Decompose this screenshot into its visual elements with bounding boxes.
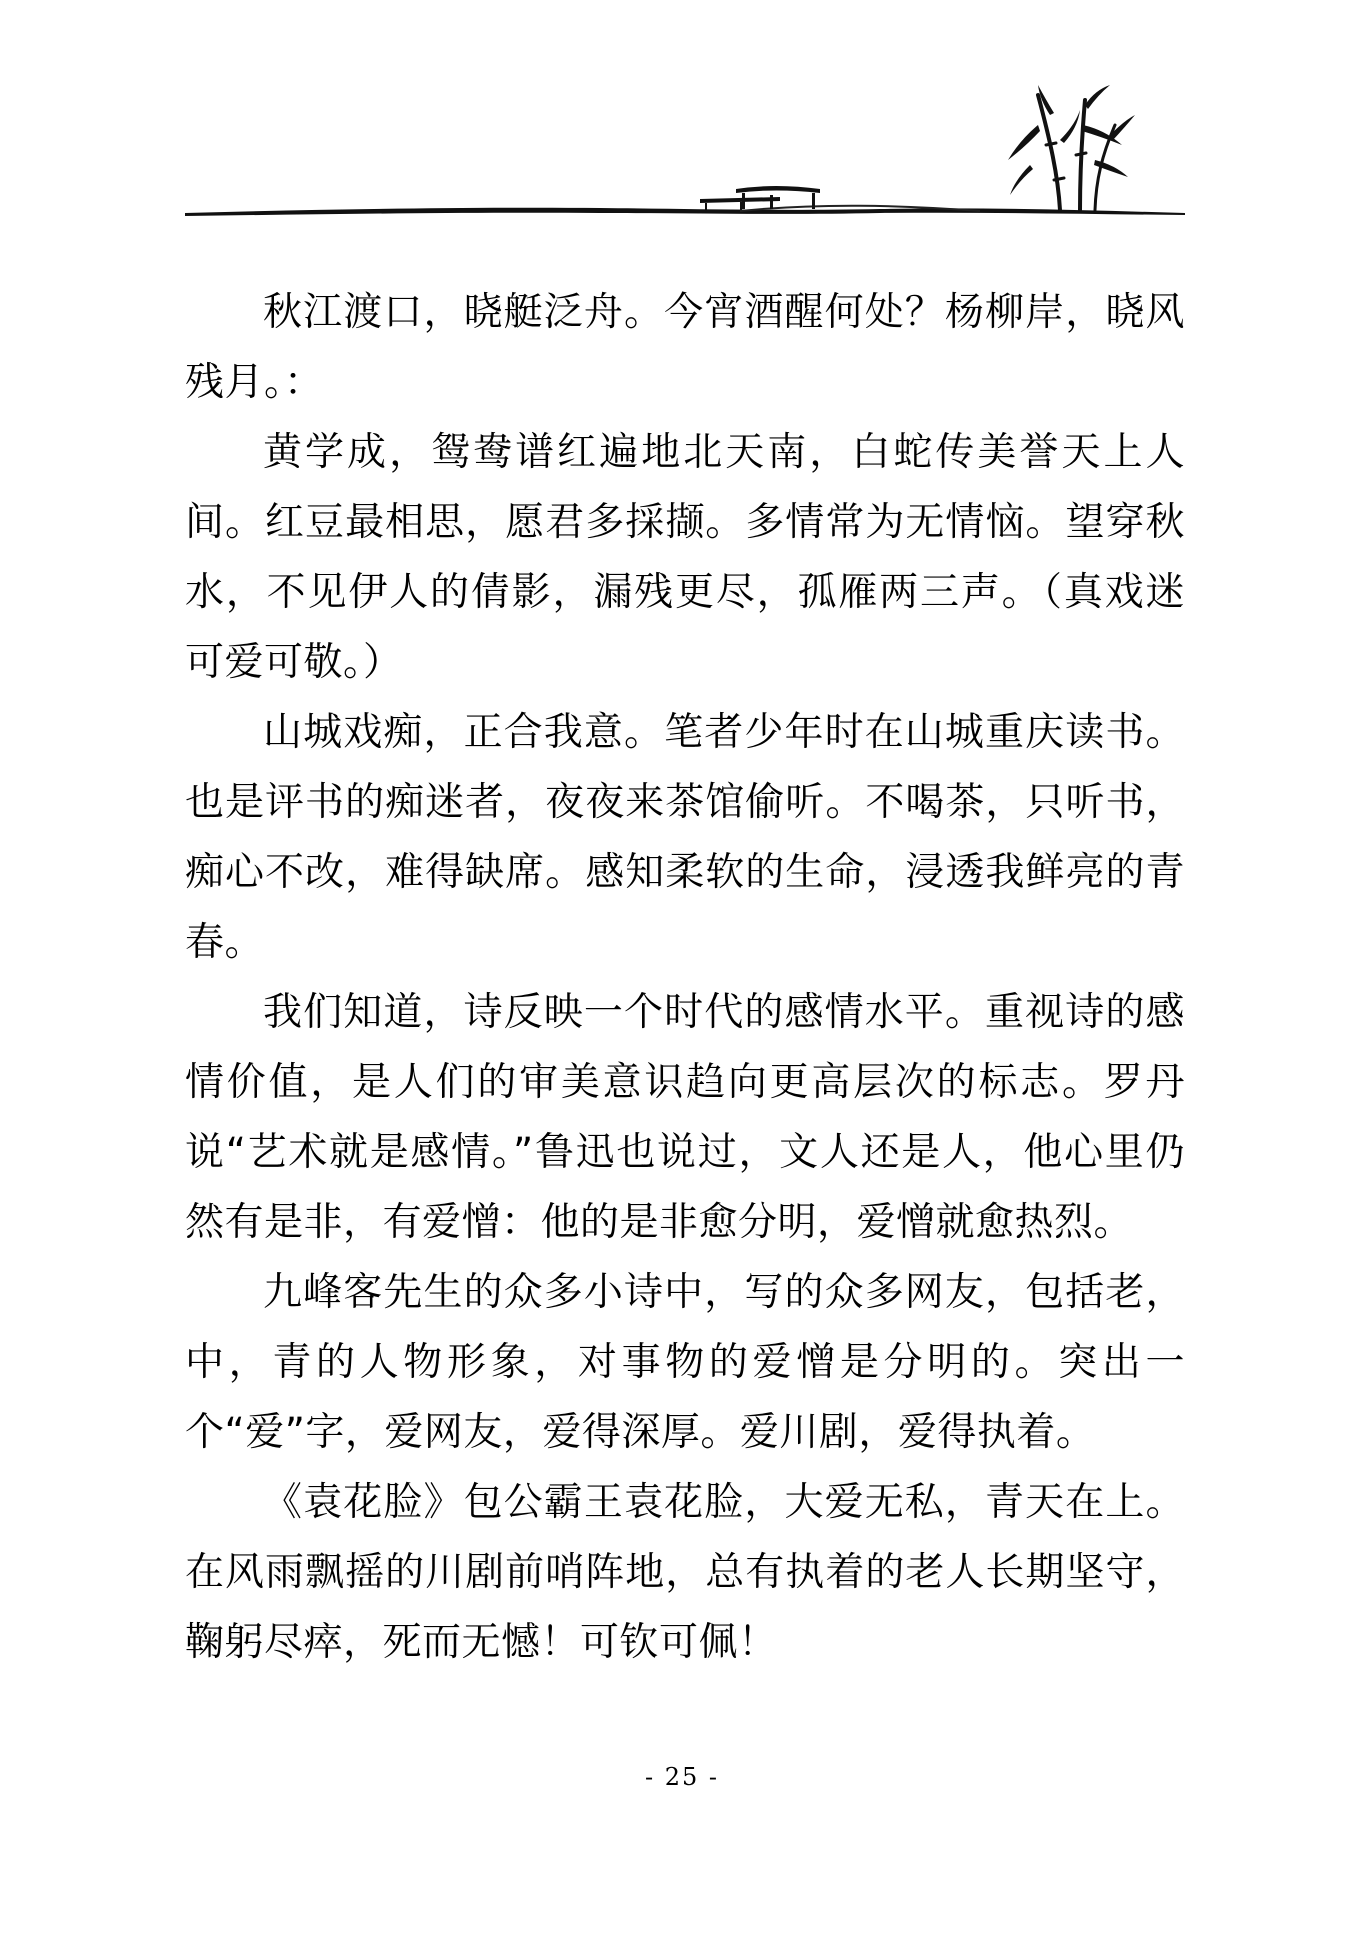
paragraph-6: 《袁花脸》包公霸王袁花脸，大爱无私，青天在上。在风雨飘摇的川剧前哨阵地，总有执着的老人长期坚守，鞠躬尽瘁，死而无憾！可钦可佩！ <box>185 1480 1185 1665</box>
horizon-brush-line <box>185 208 1185 216</box>
header-ink-landscape-decoration <box>180 85 1190 235</box>
paragraph-2: 黄学成，鸳鸯谱红遍地北天南，白蛇传美誉天上人间。红豆最相思，愿君多採撷。多情常为无情恼。望穿秋水，不见伊人的倩影，漏残更尽，孤雁两三声。（真戏迷可爱可敬。） <box>185 430 1185 685</box>
article-body <box>185 278 1185 1678</box>
paragraph-3: 山城戏痴，正合我意。笔者少年时在山城重庆读书。也是评书的痴迷者，夜夜来茶馆偷听。不喝茶，只听书，痴心不改，难得缺席。感知柔软的生命，浸透我鲜亮的青春。 <box>185 710 1185 965</box>
paragraph-1: 秋江渡口，晓艇泛舟。今宵酒醒何处？杨柳岸，晓风残月。： <box>185 290 1185 405</box>
paragraph-4: 我们知道，诗反映一个时代的感情水平。重视诗的感情价值，是人们的审美意识趋向更高层次的标志。罗丹说“艺术就是感情。”鲁迅也说过，文人还是人，他心里仍然有是非，有爱憎：他的是非愈分明，爱憎就愈热烈。 <box>185 990 1185 1245</box>
paragraph-5: 九峰客先生的众多小诗中，写的众多网友，包括老，中，青的人物形象，对事物的爱憎是分明的。突出一个“爱”字，爱网友，爱得深厚。爱川剧，爱得执着。 <box>185 1270 1185 1455</box>
bamboo-leaves-icon <box>1008 85 1135 195</box>
page-number: - 25 - <box>644 1763 719 1791</box>
